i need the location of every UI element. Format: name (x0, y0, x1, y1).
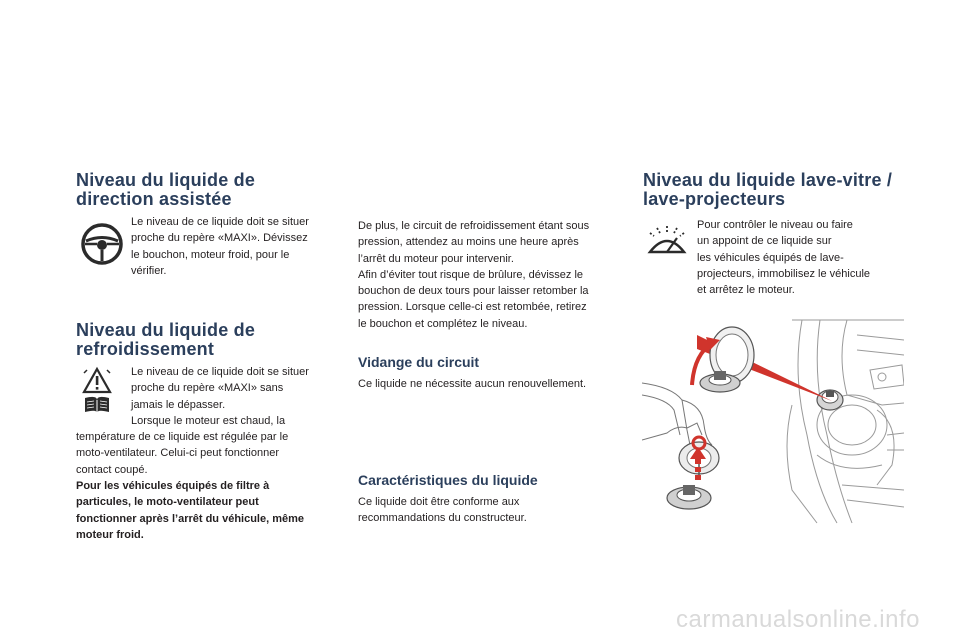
washer-text: Pour contrôler le niveau ou faire un appoint de ce liquide sur les véhicules équipés de lave- projecteurs, immobilisez le véhicule et arrêtez le moteur. (697, 219, 871, 297)
power-steering-text: Le niveau de ce liquide doit se situer proche du repère «MAXI». Dévissez le bouchon, moteur froid, pour le vérifier. (131, 216, 309, 277)
section-title-coolant (76, 321, 346, 359)
title-line-1: Niveau du liquide lave-vitre / (643, 170, 893, 190)
watermark: carmanualsonline.info (676, 606, 920, 633)
caracteristiques-title: Caractéristiques du liquide (358, 472, 538, 488)
section-title-power-steering (76, 171, 346, 209)
coolant-continued-text: De plus, le circuit de refroidissement étant sous pression, attendez au moins une heure après l’arrêt du moteur pour intervenir. Afin d’éviter tout risque de brûlure, dévissez le bouchon de deux tours pour laisser retomber la pression. Lorsque celle-ci est retombée, retirez le bouchon et complétez le niveau. (358, 220, 590, 330)
vidange-text: Ce liquide ne nécessite aucun renouvellement. (358, 378, 587, 390)
title-line-2: lave-projecteurs (643, 189, 786, 209)
warning-fan-manual-icon (82, 366, 112, 421)
section-coolant (76, 321, 346, 359)
windscreen-washer-icon (646, 222, 688, 263)
engine-reservoir-cap-illustration (642, 315, 904, 530)
section-title-washer (643, 171, 943, 209)
steering-wheel-icon (80, 222, 124, 271)
section-power-steering (76, 171, 346, 209)
vidange-title: Vidange du circuit (358, 354, 480, 370)
coolant-text-full: température de ce liquide est régulée par le moto-ventilateur. Celui-ci peut fonctionner contact coupé. (76, 431, 289, 476)
title-line-1: Niveau du liquide de (76, 170, 256, 190)
title-line-2: refroidissement (76, 339, 215, 359)
title-line-2: direction assistée (76, 189, 232, 209)
title-line-1: Niveau du liquide de (76, 320, 256, 340)
caracteristiques-text: Ce liquide doit être conforme aux recommandations du constructeur. (358, 496, 527, 525)
coolant-text-indented: Le niveau de ce liquide doit se situer proche du repère «MAXI» sans jamais le dépasser. Lorsque le moteur est chaud, la (131, 366, 309, 427)
section-washer (643, 171, 943, 209)
coolant-warning-text: Pour les véhicules équipés de filtre à particules, le moto-ventilateur peut fonctionner après l’arrêt du véhicule, même moteur froid. (76, 480, 305, 541)
